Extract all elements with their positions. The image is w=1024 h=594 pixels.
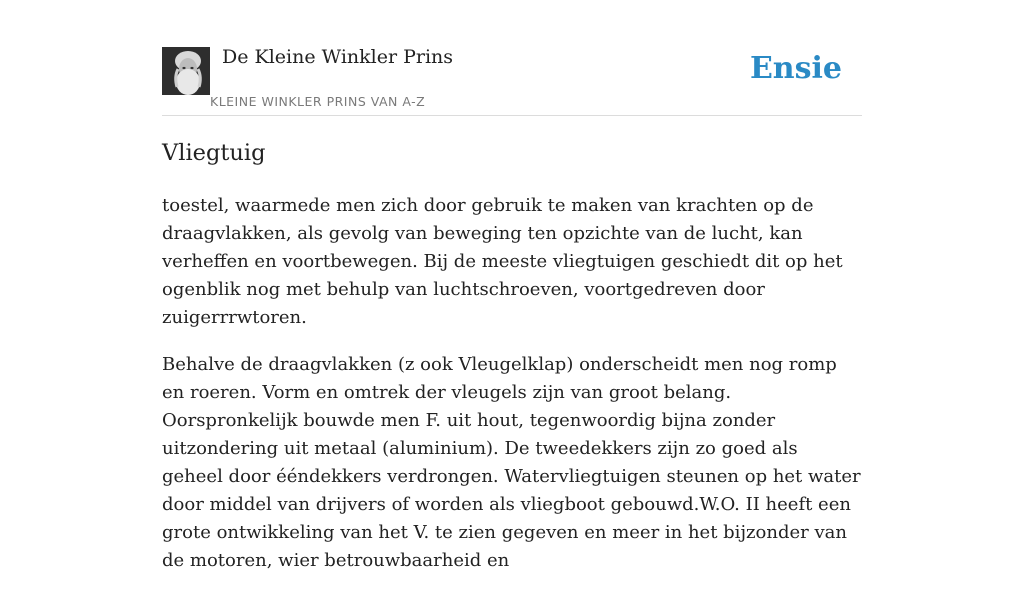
entry-title: Vliegtuig [162,140,266,166]
source-subtitle[interactable]: KLEINE WINKLER PRINS VAN A-Z [210,94,426,109]
source-title[interactable]: De Kleine Winkler Prins [222,46,454,68]
article-paragraph: Behalve de draagvlakken (z ook Vleugelklap) onderscheidt men nog romp en roeren. Vorm en omtrek der vleugels zijn van groot belang. Oorspronkelijk bouwde men F. uit hout, tegenwoordig bijna zonder uitzondering uit metaal (aluminium). De tweedekkers zijn zo goed als geheel door ééndekkers verdrongen. Watervliegtuigen steunen op het water door middel van drijvers of worden als vliegboot gebouwd.W.O. II heeft een grote ontwikkeling van het V. te zien gegeven en meer in het bijzonder van de motoren, wier betrouwbaarheid en [162,354,861,571]
article-paragraph: toestel, waarmede men zich door gebruik te maken van krachten op de draagvlakken, als gevolg van beweging ten opzichte van de lucht, kan verheffen en voortbewegen. Bij de meeste vliegtuigen geschiedt dit op het ogenblik nog met behulp van luchtschroeven, voortgedreven door zuigerrrwtoren. [162,195,843,328]
ensie-logo[interactable]: Ensie [749,51,842,86]
header [162,0,862,116]
bearded-man-portrait-icon[interactable] [162,47,210,95]
article-body [162,192,862,594]
